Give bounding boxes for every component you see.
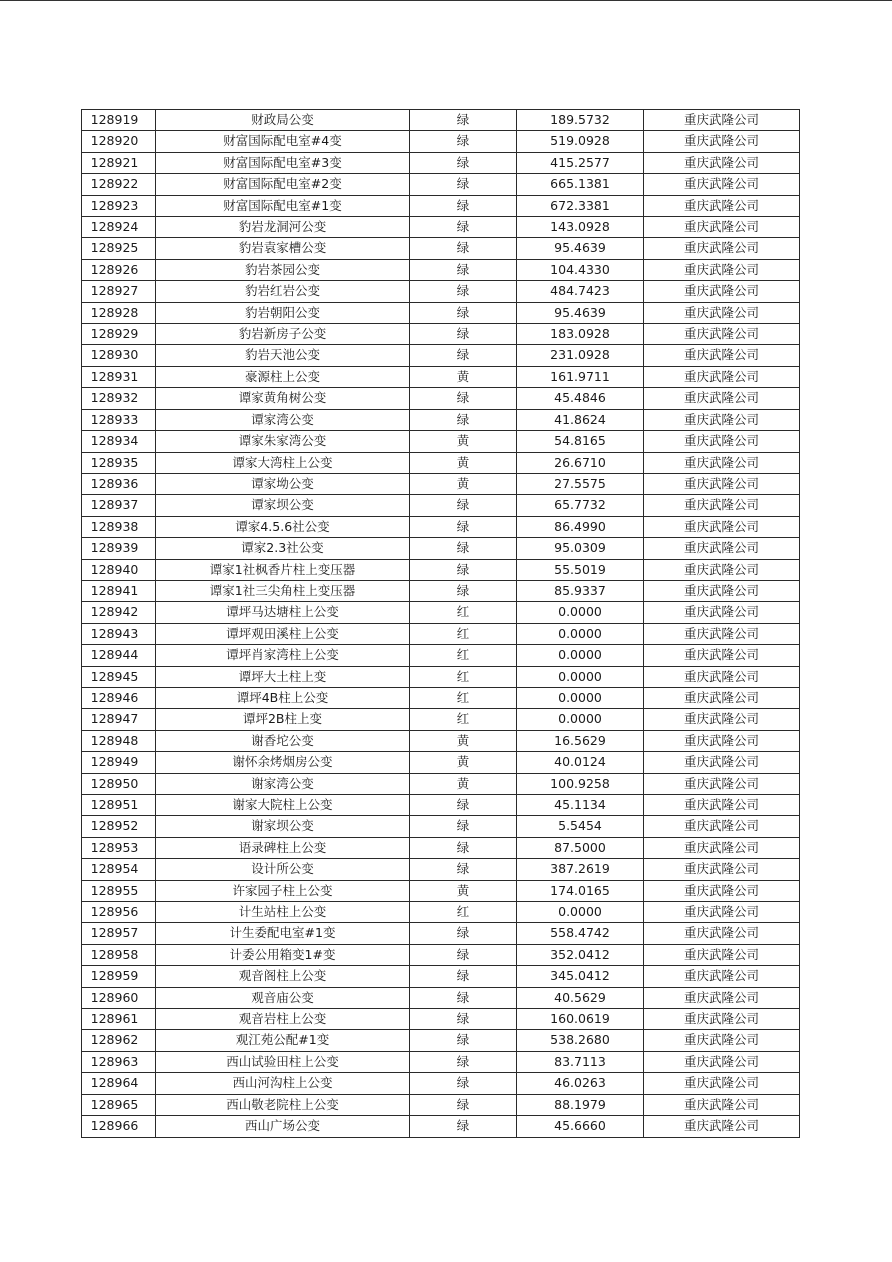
table-row [82, 345, 800, 366]
table-row [82, 859, 800, 880]
cell-company: 重庆武隆公司 [644, 559, 800, 580]
cell-status: 绿 [410, 174, 517, 195]
cell-company: 重庆武隆公司 [644, 495, 800, 516]
cell-name: 谢家坝公变 [156, 816, 410, 837]
cell-company: 重庆武隆公司 [644, 923, 800, 944]
cell-id: 128930 [82, 345, 156, 366]
table-row [82, 516, 800, 537]
cell-company: 重庆武隆公司 [644, 773, 800, 794]
table-row [82, 837, 800, 858]
cell-company: 重庆武隆公司 [644, 538, 800, 559]
cell-company: 重庆武隆公司 [644, 602, 800, 623]
cell-status: 绿 [410, 259, 517, 280]
cell-status: 绿 [410, 816, 517, 837]
cell-status: 黄 [410, 730, 517, 751]
table-body [82, 110, 800, 1138]
cell-value: 160.0619 [517, 1009, 644, 1030]
cell-status: 黄 [410, 366, 517, 387]
cell-id: 128947 [82, 709, 156, 730]
cell-status: 绿 [410, 345, 517, 366]
cell-value: 27.5575 [517, 473, 644, 494]
cell-status: 绿 [410, 944, 517, 965]
cell-status: 绿 [410, 1116, 517, 1137]
cell-value: 345.0412 [517, 966, 644, 987]
cell-name: 计生委配电室#1变 [156, 923, 410, 944]
cell-name: 豹岩茶园公变 [156, 259, 410, 280]
table-row [82, 1009, 800, 1030]
cell-status: 黄 [410, 880, 517, 901]
cell-name: 豹岩新房子公变 [156, 324, 410, 345]
cell-company: 重庆武隆公司 [644, 110, 800, 131]
cell-id: 128950 [82, 773, 156, 794]
table-row [82, 666, 800, 687]
table-row [82, 1116, 800, 1137]
cell-value: 352.0412 [517, 944, 644, 965]
cell-value: 0.0000 [517, 602, 644, 623]
cell-company: 重庆武隆公司 [644, 473, 800, 494]
cell-name: 谭坪2B柱上变 [156, 709, 410, 730]
cell-value: 87.5000 [517, 837, 644, 858]
cell-status: 绿 [410, 1051, 517, 1072]
cell-status: 绿 [410, 795, 517, 816]
cell-name: 谭坪观田溪柱上公变 [156, 623, 410, 644]
cell-id: 128936 [82, 473, 156, 494]
table-row [82, 1094, 800, 1115]
cell-name: 豹岩天池公变 [156, 345, 410, 366]
cell-value: 558.4742 [517, 923, 644, 944]
table-row [82, 174, 800, 195]
table-row [82, 773, 800, 794]
cell-value: 54.8165 [517, 431, 644, 452]
cell-status: 绿 [410, 131, 517, 152]
cell-company: 重庆武隆公司 [644, 623, 800, 644]
cell-name: 财富国际配电室#1变 [156, 195, 410, 216]
cell-value: 46.0263 [517, 1073, 644, 1094]
cell-value: 161.9711 [517, 366, 644, 387]
cell-value: 45.1134 [517, 795, 644, 816]
cell-name: 西山试验田柱上公变 [156, 1051, 410, 1072]
table-row [82, 902, 800, 923]
cell-value: 0.0000 [517, 645, 644, 666]
cell-id: 128921 [82, 152, 156, 173]
cell-id: 128919 [82, 110, 156, 131]
cell-company: 重庆武隆公司 [644, 880, 800, 901]
cell-status: 绿 [410, 1030, 517, 1051]
cell-status: 红 [410, 602, 517, 623]
cell-status: 黄 [410, 473, 517, 494]
cell-status: 绿 [410, 966, 517, 987]
cell-company: 重庆武隆公司 [644, 1116, 800, 1137]
cell-id: 128933 [82, 409, 156, 430]
cell-id: 128966 [82, 1116, 156, 1137]
cell-company: 重庆武隆公司 [644, 388, 800, 409]
cell-company: 重庆武隆公司 [644, 1073, 800, 1094]
cell-name: 谭坪4B柱上公变 [156, 687, 410, 708]
cell-status: 红 [410, 623, 517, 644]
cell-value: 104.4330 [517, 259, 644, 280]
cell-value: 100.9258 [517, 773, 644, 794]
cell-id: 128964 [82, 1073, 156, 1094]
cell-value: 5.5454 [517, 816, 644, 837]
cell-company: 重庆武隆公司 [644, 174, 800, 195]
cell-status: 绿 [410, 516, 517, 537]
cell-name: 谢怀余烤烟房公变 [156, 752, 410, 773]
cell-id: 128937 [82, 495, 156, 516]
table-row [82, 366, 800, 387]
cell-id: 128944 [82, 645, 156, 666]
cell-company: 重庆武隆公司 [644, 281, 800, 302]
cell-value: 183.0928 [517, 324, 644, 345]
cell-id: 128929 [82, 324, 156, 345]
cell-id: 128960 [82, 987, 156, 1008]
cell-value: 40.0124 [517, 752, 644, 773]
cell-status: 绿 [410, 1094, 517, 1115]
cell-value: 86.4990 [517, 516, 644, 537]
table-row [82, 1030, 800, 1051]
cell-status: 绿 [410, 238, 517, 259]
cell-company: 重庆武隆公司 [644, 409, 800, 430]
cell-name: 许家园子柱上公变 [156, 880, 410, 901]
cell-value: 484.7423 [517, 281, 644, 302]
cell-status: 绿 [410, 110, 517, 131]
table-row [82, 1051, 800, 1072]
table-row [82, 324, 800, 345]
cell-status: 绿 [410, 409, 517, 430]
cell-id: 128939 [82, 538, 156, 559]
cell-company: 重庆武隆公司 [644, 217, 800, 238]
cell-name: 谭家坝公变 [156, 495, 410, 516]
cell-status: 黄 [410, 452, 517, 473]
cell-name: 豹岩龙洞河公变 [156, 217, 410, 238]
cell-id: 128938 [82, 516, 156, 537]
cell-id: 128945 [82, 666, 156, 687]
cell-company: 重庆武隆公司 [644, 966, 800, 987]
cell-value: 88.1979 [517, 1094, 644, 1115]
cell-value: 0.0000 [517, 666, 644, 687]
cell-status: 红 [410, 709, 517, 730]
cell-id: 128949 [82, 752, 156, 773]
cell-id: 128961 [82, 1009, 156, 1030]
cell-value: 0.0000 [517, 623, 644, 644]
cell-company: 重庆武隆公司 [644, 859, 800, 880]
cell-name: 谭家大湾柱上公变 [156, 452, 410, 473]
cell-company: 重庆武隆公司 [644, 944, 800, 965]
cell-company: 重庆武隆公司 [644, 345, 800, 366]
cell-id: 128959 [82, 966, 156, 987]
cell-status: 绿 [410, 559, 517, 580]
cell-value: 85.9337 [517, 580, 644, 601]
cell-value: 0.0000 [517, 709, 644, 730]
table-row [82, 623, 800, 644]
cell-name: 设计所公变 [156, 859, 410, 880]
cell-value: 0.0000 [517, 902, 644, 923]
cell-status: 绿 [410, 923, 517, 944]
table-row [82, 281, 800, 302]
table-row [82, 645, 800, 666]
cell-company: 重庆武隆公司 [644, 259, 800, 280]
table-row [82, 388, 800, 409]
cell-name: 谭坪大土柱上变 [156, 666, 410, 687]
table-row [82, 195, 800, 216]
cell-status: 绿 [410, 987, 517, 1008]
cell-status: 绿 [410, 1009, 517, 1030]
cell-value: 16.5629 [517, 730, 644, 751]
cell-value: 387.2619 [517, 859, 644, 880]
cell-status: 绿 [410, 495, 517, 516]
cell-company: 重庆武隆公司 [644, 730, 800, 751]
cell-company: 重庆武隆公司 [644, 131, 800, 152]
cell-name: 谢家大院柱上公变 [156, 795, 410, 816]
cell-id: 128953 [82, 837, 156, 858]
cell-name: 谢家湾公变 [156, 773, 410, 794]
cell-id: 128948 [82, 730, 156, 751]
cell-id: 128954 [82, 859, 156, 880]
cell-value: 95.4639 [517, 238, 644, 259]
cell-name: 谭家2.3社公变 [156, 538, 410, 559]
cell-status: 黄 [410, 752, 517, 773]
cell-id: 128932 [82, 388, 156, 409]
cell-value: 174.0165 [517, 880, 644, 901]
cell-value: 519.0928 [517, 131, 644, 152]
cell-status: 绿 [410, 217, 517, 238]
cell-company: 重庆武隆公司 [644, 302, 800, 323]
table-row [82, 1073, 800, 1094]
table-row [82, 302, 800, 323]
cell-company: 重庆武隆公司 [644, 752, 800, 773]
cell-value: 231.0928 [517, 345, 644, 366]
cell-status: 红 [410, 645, 517, 666]
cell-company: 重庆武隆公司 [644, 987, 800, 1008]
cell-id: 128927 [82, 281, 156, 302]
cell-id: 128951 [82, 795, 156, 816]
cell-name: 谭家坳公变 [156, 473, 410, 494]
cell-name: 计委公用箱变1#变 [156, 944, 410, 965]
cell-name: 豹岩袁家槽公变 [156, 238, 410, 259]
cell-company: 重庆武隆公司 [644, 324, 800, 345]
cell-name: 西山广场公变 [156, 1116, 410, 1137]
cell-value: 95.4639 [517, 302, 644, 323]
table-row [82, 110, 800, 131]
cell-name: 谭家朱家湾公变 [156, 431, 410, 452]
cell-value: 672.3381 [517, 195, 644, 216]
cell-name: 财政局公变 [156, 110, 410, 131]
cell-status: 绿 [410, 859, 517, 880]
table-row [82, 559, 800, 580]
cell-id: 128925 [82, 238, 156, 259]
cell-name: 语录碑柱上公变 [156, 837, 410, 858]
cell-value: 143.0928 [517, 217, 644, 238]
cell-company: 重庆武隆公司 [644, 687, 800, 708]
cell-id: 128923 [82, 195, 156, 216]
cell-status: 红 [410, 666, 517, 687]
cell-company: 重庆武隆公司 [644, 816, 800, 837]
cell-value: 189.5732 [517, 110, 644, 131]
cell-id: 128952 [82, 816, 156, 837]
cell-id: 128931 [82, 366, 156, 387]
cell-company: 重庆武隆公司 [644, 795, 800, 816]
cell-company: 重庆武隆公司 [644, 580, 800, 601]
cell-id: 128963 [82, 1051, 156, 1072]
cell-company: 重庆武隆公司 [644, 902, 800, 923]
cell-id: 128924 [82, 217, 156, 238]
cell-id: 128922 [82, 174, 156, 195]
document-page [0, 1, 892, 1262]
table-row [82, 730, 800, 751]
cell-id: 128942 [82, 602, 156, 623]
cell-value: 665.1381 [517, 174, 644, 195]
cell-name: 西山敬老院柱上公变 [156, 1094, 410, 1115]
table-row [82, 473, 800, 494]
cell-id: 128940 [82, 559, 156, 580]
cell-id: 128941 [82, 580, 156, 601]
table-row [82, 923, 800, 944]
cell-id: 128935 [82, 452, 156, 473]
table-row [82, 152, 800, 173]
cell-value: 45.6660 [517, 1116, 644, 1137]
cell-value: 0.0000 [517, 687, 644, 708]
cell-status: 绿 [410, 580, 517, 601]
cell-name: 谭坪马达塘柱上公变 [156, 602, 410, 623]
cell-name: 观江苑公配#1变 [156, 1030, 410, 1051]
table-row [82, 217, 800, 238]
table-row [82, 752, 800, 773]
cell-name: 豪源柱上公变 [156, 366, 410, 387]
cell-id: 128956 [82, 902, 156, 923]
cell-status: 绿 [410, 538, 517, 559]
table-row [82, 944, 800, 965]
cell-name: 谭家4.5.6社公变 [156, 516, 410, 537]
cell-company: 重庆武隆公司 [644, 452, 800, 473]
cell-id: 128920 [82, 131, 156, 152]
cell-status: 黄 [410, 773, 517, 794]
cell-name: 观音阁柱上公变 [156, 966, 410, 987]
cell-status: 绿 [410, 324, 517, 345]
cell-name: 谭家黄角树公变 [156, 388, 410, 409]
table-row [82, 580, 800, 601]
cell-value: 95.0309 [517, 538, 644, 559]
cell-status: 绿 [410, 1073, 517, 1094]
cell-company: 重庆武隆公司 [644, 195, 800, 216]
cell-name: 谭家1社三尖角柱上变压器 [156, 580, 410, 601]
cell-company: 重庆武隆公司 [644, 666, 800, 687]
cell-name: 谭坪肖家湾柱上公变 [156, 645, 410, 666]
cell-company: 重庆武隆公司 [644, 1030, 800, 1051]
cell-company: 重庆武隆公司 [644, 1009, 800, 1030]
cell-value: 26.6710 [517, 452, 644, 473]
cell-company: 重庆武隆公司 [644, 366, 800, 387]
table-row [82, 687, 800, 708]
cell-name: 观音庙公变 [156, 987, 410, 1008]
cell-name: 财富国际配电室#3变 [156, 152, 410, 173]
table-row [82, 538, 800, 559]
table-row [82, 259, 800, 280]
cell-id: 128958 [82, 944, 156, 965]
table-row [82, 495, 800, 516]
cell-name: 计生站柱上公变 [156, 902, 410, 923]
cell-company: 重庆武隆公司 [644, 837, 800, 858]
cell-status: 绿 [410, 195, 517, 216]
cell-name: 西山河沟柱上公变 [156, 1073, 410, 1094]
cell-name: 财富国际配电室#2变 [156, 174, 410, 195]
cell-status: 红 [410, 902, 517, 923]
cell-name: 豹岩红岩公变 [156, 281, 410, 302]
cell-value: 65.7732 [517, 495, 644, 516]
table-row [82, 987, 800, 1008]
cell-company: 重庆武隆公司 [644, 709, 800, 730]
cell-company: 重庆武隆公司 [644, 516, 800, 537]
cell-company: 重庆武隆公司 [644, 1094, 800, 1115]
table-row [82, 795, 800, 816]
cell-id: 128955 [82, 880, 156, 901]
table-row [82, 966, 800, 987]
cell-company: 重庆武隆公司 [644, 1051, 800, 1072]
table-row [82, 452, 800, 473]
cell-id: 128926 [82, 259, 156, 280]
cell-id: 128957 [82, 923, 156, 944]
cell-status: 绿 [410, 281, 517, 302]
cell-name: 谢香坨公变 [156, 730, 410, 751]
table-row [82, 431, 800, 452]
cell-status: 绿 [410, 837, 517, 858]
cell-value: 45.4846 [517, 388, 644, 409]
table-row [82, 709, 800, 730]
cell-status: 绿 [410, 388, 517, 409]
cell-company: 重庆武隆公司 [644, 152, 800, 173]
cell-company: 重庆武隆公司 [644, 431, 800, 452]
cell-name: 观音岩柱上公变 [156, 1009, 410, 1030]
cell-status: 红 [410, 687, 517, 708]
cell-company: 重庆武隆公司 [644, 238, 800, 259]
table-row [82, 880, 800, 901]
cell-status: 绿 [410, 302, 517, 323]
cell-value: 538.2680 [517, 1030, 644, 1051]
table-row [82, 238, 800, 259]
cell-id: 128962 [82, 1030, 156, 1051]
cell-id: 128928 [82, 302, 156, 323]
table-row [82, 602, 800, 623]
cell-status: 绿 [410, 152, 517, 173]
table-row [82, 131, 800, 152]
table-row [82, 409, 800, 430]
cell-name: 谭家1社枫香片柱上变压器 [156, 559, 410, 580]
cell-value: 41.8624 [517, 409, 644, 430]
cell-value: 55.5019 [517, 559, 644, 580]
cell-id: 128934 [82, 431, 156, 452]
cell-id: 128943 [82, 623, 156, 644]
cell-name: 豹岩朝阳公变 [156, 302, 410, 323]
cell-value: 415.2577 [517, 152, 644, 173]
cell-company: 重庆武隆公司 [644, 645, 800, 666]
cell-name: 谭家湾公变 [156, 409, 410, 430]
cell-status: 黄 [410, 431, 517, 452]
cell-id: 128946 [82, 687, 156, 708]
cell-name: 财富国际配电室#4变 [156, 131, 410, 152]
cell-value: 83.7113 [517, 1051, 644, 1072]
transformer-table [81, 109, 800, 1138]
cell-id: 128965 [82, 1094, 156, 1115]
cell-value: 40.5629 [517, 987, 644, 1008]
table-row [82, 816, 800, 837]
